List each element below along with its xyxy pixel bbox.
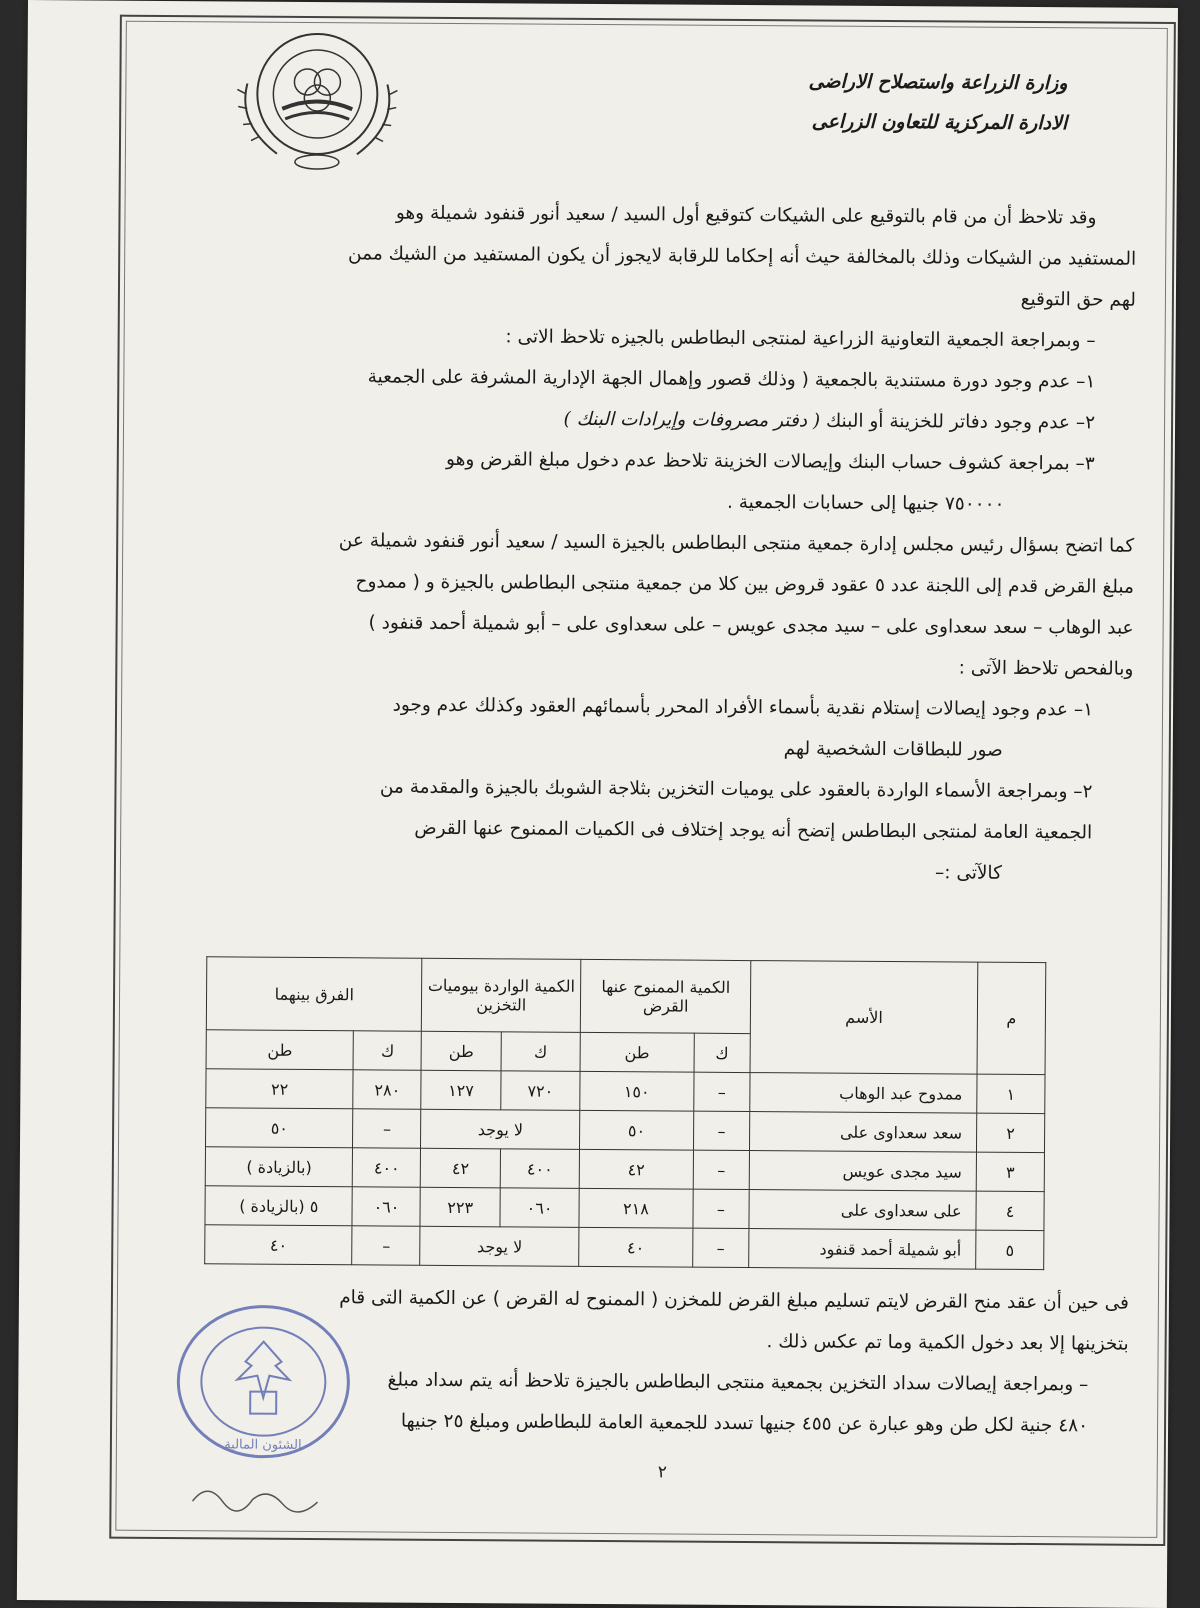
cell-diff-kg: – xyxy=(353,1109,421,1148)
section-intro: – وبمراجعة الجمعية التعاونية الزراعية لمنتجى البطاطس بالجيزه تلاحظ الاتى : xyxy=(505,326,1096,352)
list-item: صور للبطاقات الشخصية لهم xyxy=(783,738,1003,761)
sub-kg: ك xyxy=(501,1032,581,1072)
cell-stored-none: لا يوجد xyxy=(421,1109,580,1149)
paragraph-line: وقد تلاحظ أن من قام بالتوقيع على الشيكات كتوقيع أول السيد / سعيد أنور قنفود شميلة وهو xyxy=(395,202,1097,229)
cell-stored-ton: ١٢٧ xyxy=(421,1070,501,1110)
table-row xyxy=(205,1225,1044,1270)
sub-ton: طن xyxy=(206,1030,354,1070)
header-granted: الكمية الممنوح عنها القرض xyxy=(580,959,751,1033)
cell-diff-ton: ٤٠ xyxy=(205,1225,353,1265)
cell-granted-ton: ٢١٨ xyxy=(579,1188,693,1228)
cell-diff-ton: ٢٢ xyxy=(206,1069,354,1109)
cell-granted-kg: – xyxy=(692,1189,749,1228)
cell-granted-ton: ٥٠ xyxy=(580,1110,694,1150)
cell-num: ١ xyxy=(977,1074,1045,1113)
paragraph-line: عبد الوهاب – سعد سعداوى على – سيد مجدى عويس – على سعداوى على – أبو شميلة أحمد قنفود ) xyxy=(368,612,1134,639)
list-item: ٧٥٠٠٠٠ جنيها إلى حسابات الجمعية . xyxy=(726,491,1005,515)
cell-name: أبو شميلة أحمد قنفود xyxy=(749,1229,976,1270)
header-num: م xyxy=(977,962,1046,1074)
pen-scribble-icon xyxy=(187,1471,357,1522)
table-row xyxy=(205,1108,1044,1153)
cell-granted-ton: ٤٢ xyxy=(579,1149,693,1189)
cell-stored-kg: ٠٦٠ xyxy=(500,1188,580,1228)
cell-diff-kg: – xyxy=(352,1226,420,1265)
table-row xyxy=(205,1186,1044,1231)
ministry-emblem-icon xyxy=(227,23,408,174)
cell-granted-ton: ١٥٠ xyxy=(580,1071,694,1111)
cell-stored-kg: ٧٢٠ xyxy=(501,1071,581,1111)
header-name: الأسم xyxy=(750,961,978,1075)
handwritten-note: ( دفتر مصروفات وإيرادات البنك ) xyxy=(563,408,821,432)
paragraph-line: كما اتضح بسؤال رئيس مجلس إدارة جمعية منتجى البطاطس بالجيزة السيد / سعيد أنور قنفود شميلة عن xyxy=(338,530,1135,557)
department-name: الادارة المركزية للتعاون الزراعى xyxy=(811,110,1068,135)
cell-num: ٢ xyxy=(976,1113,1044,1152)
list-item: ٣– بمراجعة كشوف حساب البنك وإيصالات الخزينة تلاحظ عدم دخول مبلغ القرض وهو xyxy=(445,448,1095,475)
paragraph-line: مبلغ القرض قدم إلى اللجنة عدد ٥ عقود قروض بين كلا من جمعية منتجى البطاطس بالجيزة و ( ممدوح xyxy=(355,571,1135,598)
cell-num: ٤ xyxy=(976,1191,1044,1230)
cell-name: ممدوح عبد الوهاب xyxy=(750,1073,977,1114)
paragraph-line: فى حين أن عقد منح القرض لايتم تسليم مبلغ القرض للمخزن ( الممنوح له القرض ) عن الكمية التى قام xyxy=(339,1287,1130,1314)
list-item: كالآتى :– xyxy=(934,862,1003,884)
table-row xyxy=(206,1069,1045,1114)
sub-kg: ك xyxy=(353,1031,421,1070)
list-item: ٢– وبمراجعة الأسماء الواردة بالعقود على يوميات التخزين بثلاجة الشوبك بالجيزة والمقدمة من xyxy=(379,776,1093,803)
paragraph-line: – وبمراجعة إيصالات سداد التخزين بجمعية منتجى البطاطس بالجيزة تلاحظ أنه يتم سداد مبلغ xyxy=(387,1369,1089,1396)
stamp-label: الشئون المالية xyxy=(224,1437,302,1453)
cell-stored-ton: ٤٢ xyxy=(421,1148,501,1188)
header-diff: الفرق بينهما xyxy=(206,957,422,1032)
cell-diff-kg: ٢٨٠ xyxy=(353,1070,421,1109)
cell-num: ٥ xyxy=(976,1230,1044,1269)
cell-granted-ton: ٤٠ xyxy=(579,1227,693,1267)
cell-granted-kg: – xyxy=(692,1228,749,1267)
document-page xyxy=(17,0,1178,1608)
list-item: ٢– عدم وجود دفاتر للخزينة أو البنك ( دفتر مصروفات وإيرادات البنك ) xyxy=(563,408,1096,434)
cell-name: سعد سعداوى على xyxy=(750,1112,977,1153)
paragraph-line: بتخزينها إلا بعد دخول الكمية وما تم عكس ذلك . xyxy=(766,1331,1129,1355)
cell-diff-kg: ٤٠٠ xyxy=(353,1148,421,1187)
sub-ton: طن xyxy=(421,1031,501,1071)
cell-granted-kg: – xyxy=(693,1072,750,1111)
paragraph-line: لهم حق التوقيع xyxy=(1020,288,1137,311)
paragraph-line: ٤٨٠ جنية لكل طن وهو عبارة عن ٤٥٥ جنيها تسدد للجمعية العامة للبطاطس ومبلغ ٢٥ جنيها xyxy=(400,1410,1089,1437)
cell-name: على سعداوى على xyxy=(749,1190,976,1231)
ministry-name: وزارة الزراعة واستصلاح الاراضى xyxy=(808,70,1068,95)
cell-stored-ton: ٢٢٣ xyxy=(420,1187,500,1227)
official-stamp-icon xyxy=(168,1296,359,1467)
cell-stored-kg: ٤٠٠ xyxy=(500,1149,580,1189)
cell-diff-kg: ٠٦٠ xyxy=(352,1187,420,1226)
cell-num: ٣ xyxy=(976,1152,1044,1191)
list-item: الجمعية العامة لمنتجى البطاطس إتضح أنه يوجد إختلاف فى الكميات الممنوح عنها القرض xyxy=(414,817,1093,844)
cell-stored-none: لا يوجد xyxy=(420,1226,579,1266)
sub-ton: طن xyxy=(580,1032,694,1072)
list-item: ١– عدم وجود إيصالات إستلام نقدية بأسماء الأفراد المحرر بأسمائهم العقود وكذلك عدم وجود xyxy=(392,694,1094,721)
sub-kg: ك xyxy=(694,1033,751,1072)
header-stored: الكمية الواردة بيوميات التخزين xyxy=(422,958,581,1032)
table-header-row xyxy=(206,957,1045,1036)
cell-name: سيد مجدى عويس xyxy=(749,1151,976,1192)
table-row xyxy=(205,1147,1044,1192)
quantities-table xyxy=(204,956,1046,1270)
list-item: ١– عدم وجود دورة مستندية بالجمعية ( وذلك قصور وإهمال الجهة الإدارية المشرفة على الجمعية xyxy=(367,366,1096,393)
paragraph-line: وبالفحص تلاحظ الآتى : xyxy=(958,657,1134,680)
page-number: ٢ xyxy=(657,1462,667,1483)
letterhead xyxy=(647,60,1068,143)
cell-granted-kg: – xyxy=(693,1150,750,1189)
paragraph-line: المستفيد من الشيكات وذلك بالمخالفة حيث أنه إحكاما للرقابة لايجوز أن يكون المستفيد من الشيك ممن xyxy=(348,243,1137,270)
cell-diff-ton: ٥٠ xyxy=(205,1108,353,1148)
cell-granted-kg: – xyxy=(693,1111,750,1150)
cell-diff-ton: (بالزيادة ) xyxy=(205,1147,353,1187)
cell-diff-ton: ٥ (بالزيادة ) xyxy=(205,1186,353,1226)
body-text xyxy=(207,191,1137,894)
